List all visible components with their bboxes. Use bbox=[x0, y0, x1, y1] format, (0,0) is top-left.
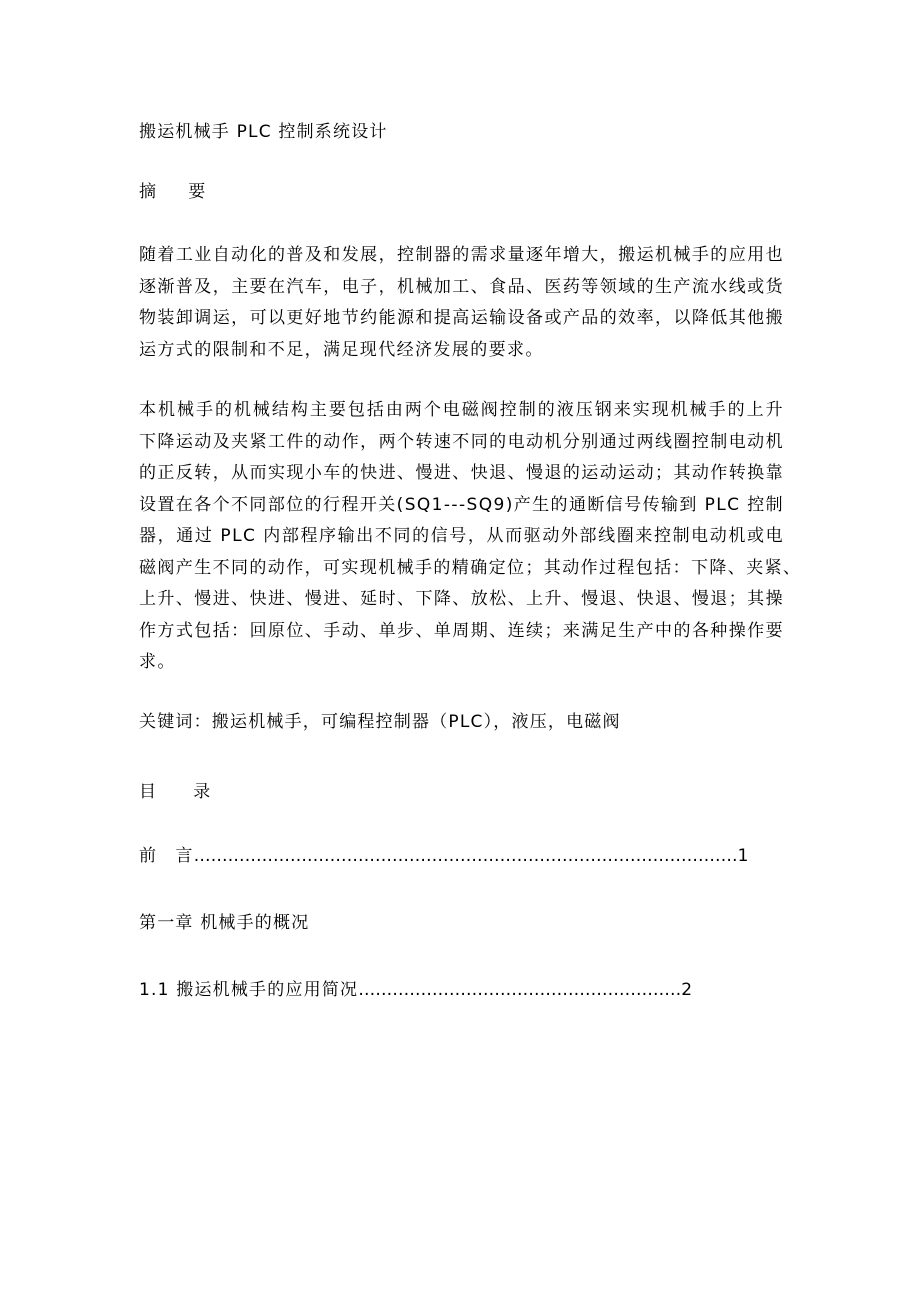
paragraph-line: 本机械手的机械结构主要包括由两个电磁阀控制的液压钢来实现机械手的上升 bbox=[139, 400, 784, 420]
abstract-heading-left: 摘 bbox=[139, 182, 158, 202]
paragraph-line: 逐渐普及，主要在汽车，电子，机械加工、食品、医药等领域的生产流水线或货 bbox=[139, 276, 784, 297]
paragraph-line: 物装卸调运，可以更好地节约能源和提高运输设备或产品的效率，以降低其他搬 bbox=[139, 308, 784, 328]
toc-heading bbox=[139, 778, 784, 807]
toc-page-number: 1 bbox=[737, 845, 750, 866]
document-page bbox=[139, 118, 802, 1043]
paragraph-line: 随着工业自动化的普及和发展，控制器的需求量逐年增大，搬运机械手的应用也 bbox=[139, 245, 784, 265]
toc-heading-right: 录 bbox=[193, 781, 212, 802]
abstract-heading bbox=[139, 178, 784, 207]
paragraph-line: 设置在各个不同部位的行程开关(SQ1---SQ9)产生的通断信号传输到 PLC 控制 bbox=[139, 494, 784, 515]
paragraph-line: 求。 bbox=[139, 652, 176, 672]
abstract-paragraph-1 bbox=[139, 240, 784, 366]
paragraph-line: 运方式的限制和不足，满足现代经济发展的要求。 bbox=[139, 339, 544, 360]
toc-entry-chapter-1[interactable] bbox=[139, 909, 784, 938]
toc-entry-label: 前 言 bbox=[139, 845, 194, 866]
toc-entry-preface[interactable] bbox=[139, 842, 755, 871]
paragraph-line: 的正反转，从而实现小车的快进、慢进、快退、慢退的运动运动；其动作转换靠 bbox=[139, 463, 784, 483]
paragraph-line: 上升、慢进、快进、慢进、延时、下降、放松、上升、慢退、快退、慢退；其操 bbox=[139, 589, 784, 609]
paragraph-line: 磁阀产生不同的动作，可实现机械手的精确定位；其动作过程包括：下降、夹紧、 bbox=[139, 557, 802, 578]
toc-leader-dots: …………………………………………………………………………………… bbox=[193, 845, 738, 866]
paragraph-line: 作方式包括：回原位、手动、单步、单周期、连续；来满足生产中的各种操作要 bbox=[139, 620, 784, 641]
toc-heading-left: 目 bbox=[139, 781, 158, 802]
abstract-heading-right: 要 bbox=[188, 182, 207, 202]
paragraph-line: 下降运动及夹紧工件的动作，两个转速不同的电动机分别通过两线圈控制电动机 bbox=[139, 431, 784, 452]
abstract-paragraph-2 bbox=[139, 395, 802, 679]
keywords: 关键词：搬运机械手，可编程控制器（PLC），液压，电磁阀 bbox=[139, 711, 621, 732]
toc-entry-1-1[interactable] bbox=[139, 976, 701, 1005]
paragraph-line: 器，通过 PLC 内部程序输出不同的信号，从而驱动外部线圈来控制电动机或电 bbox=[139, 526, 784, 546]
document-title: 搬运机械手 PLC 控制系统设计 bbox=[139, 122, 388, 142]
toc-entry-label: 1.1 搬运机械手的应用简况 bbox=[139, 979, 359, 1000]
toc-page-number: 2 bbox=[681, 979, 694, 1000]
toc-leader-dots: ………………………………………………… bbox=[358, 979, 682, 1000]
toc-entry-label: 第一章 机械手的概况 bbox=[139, 912, 310, 933]
